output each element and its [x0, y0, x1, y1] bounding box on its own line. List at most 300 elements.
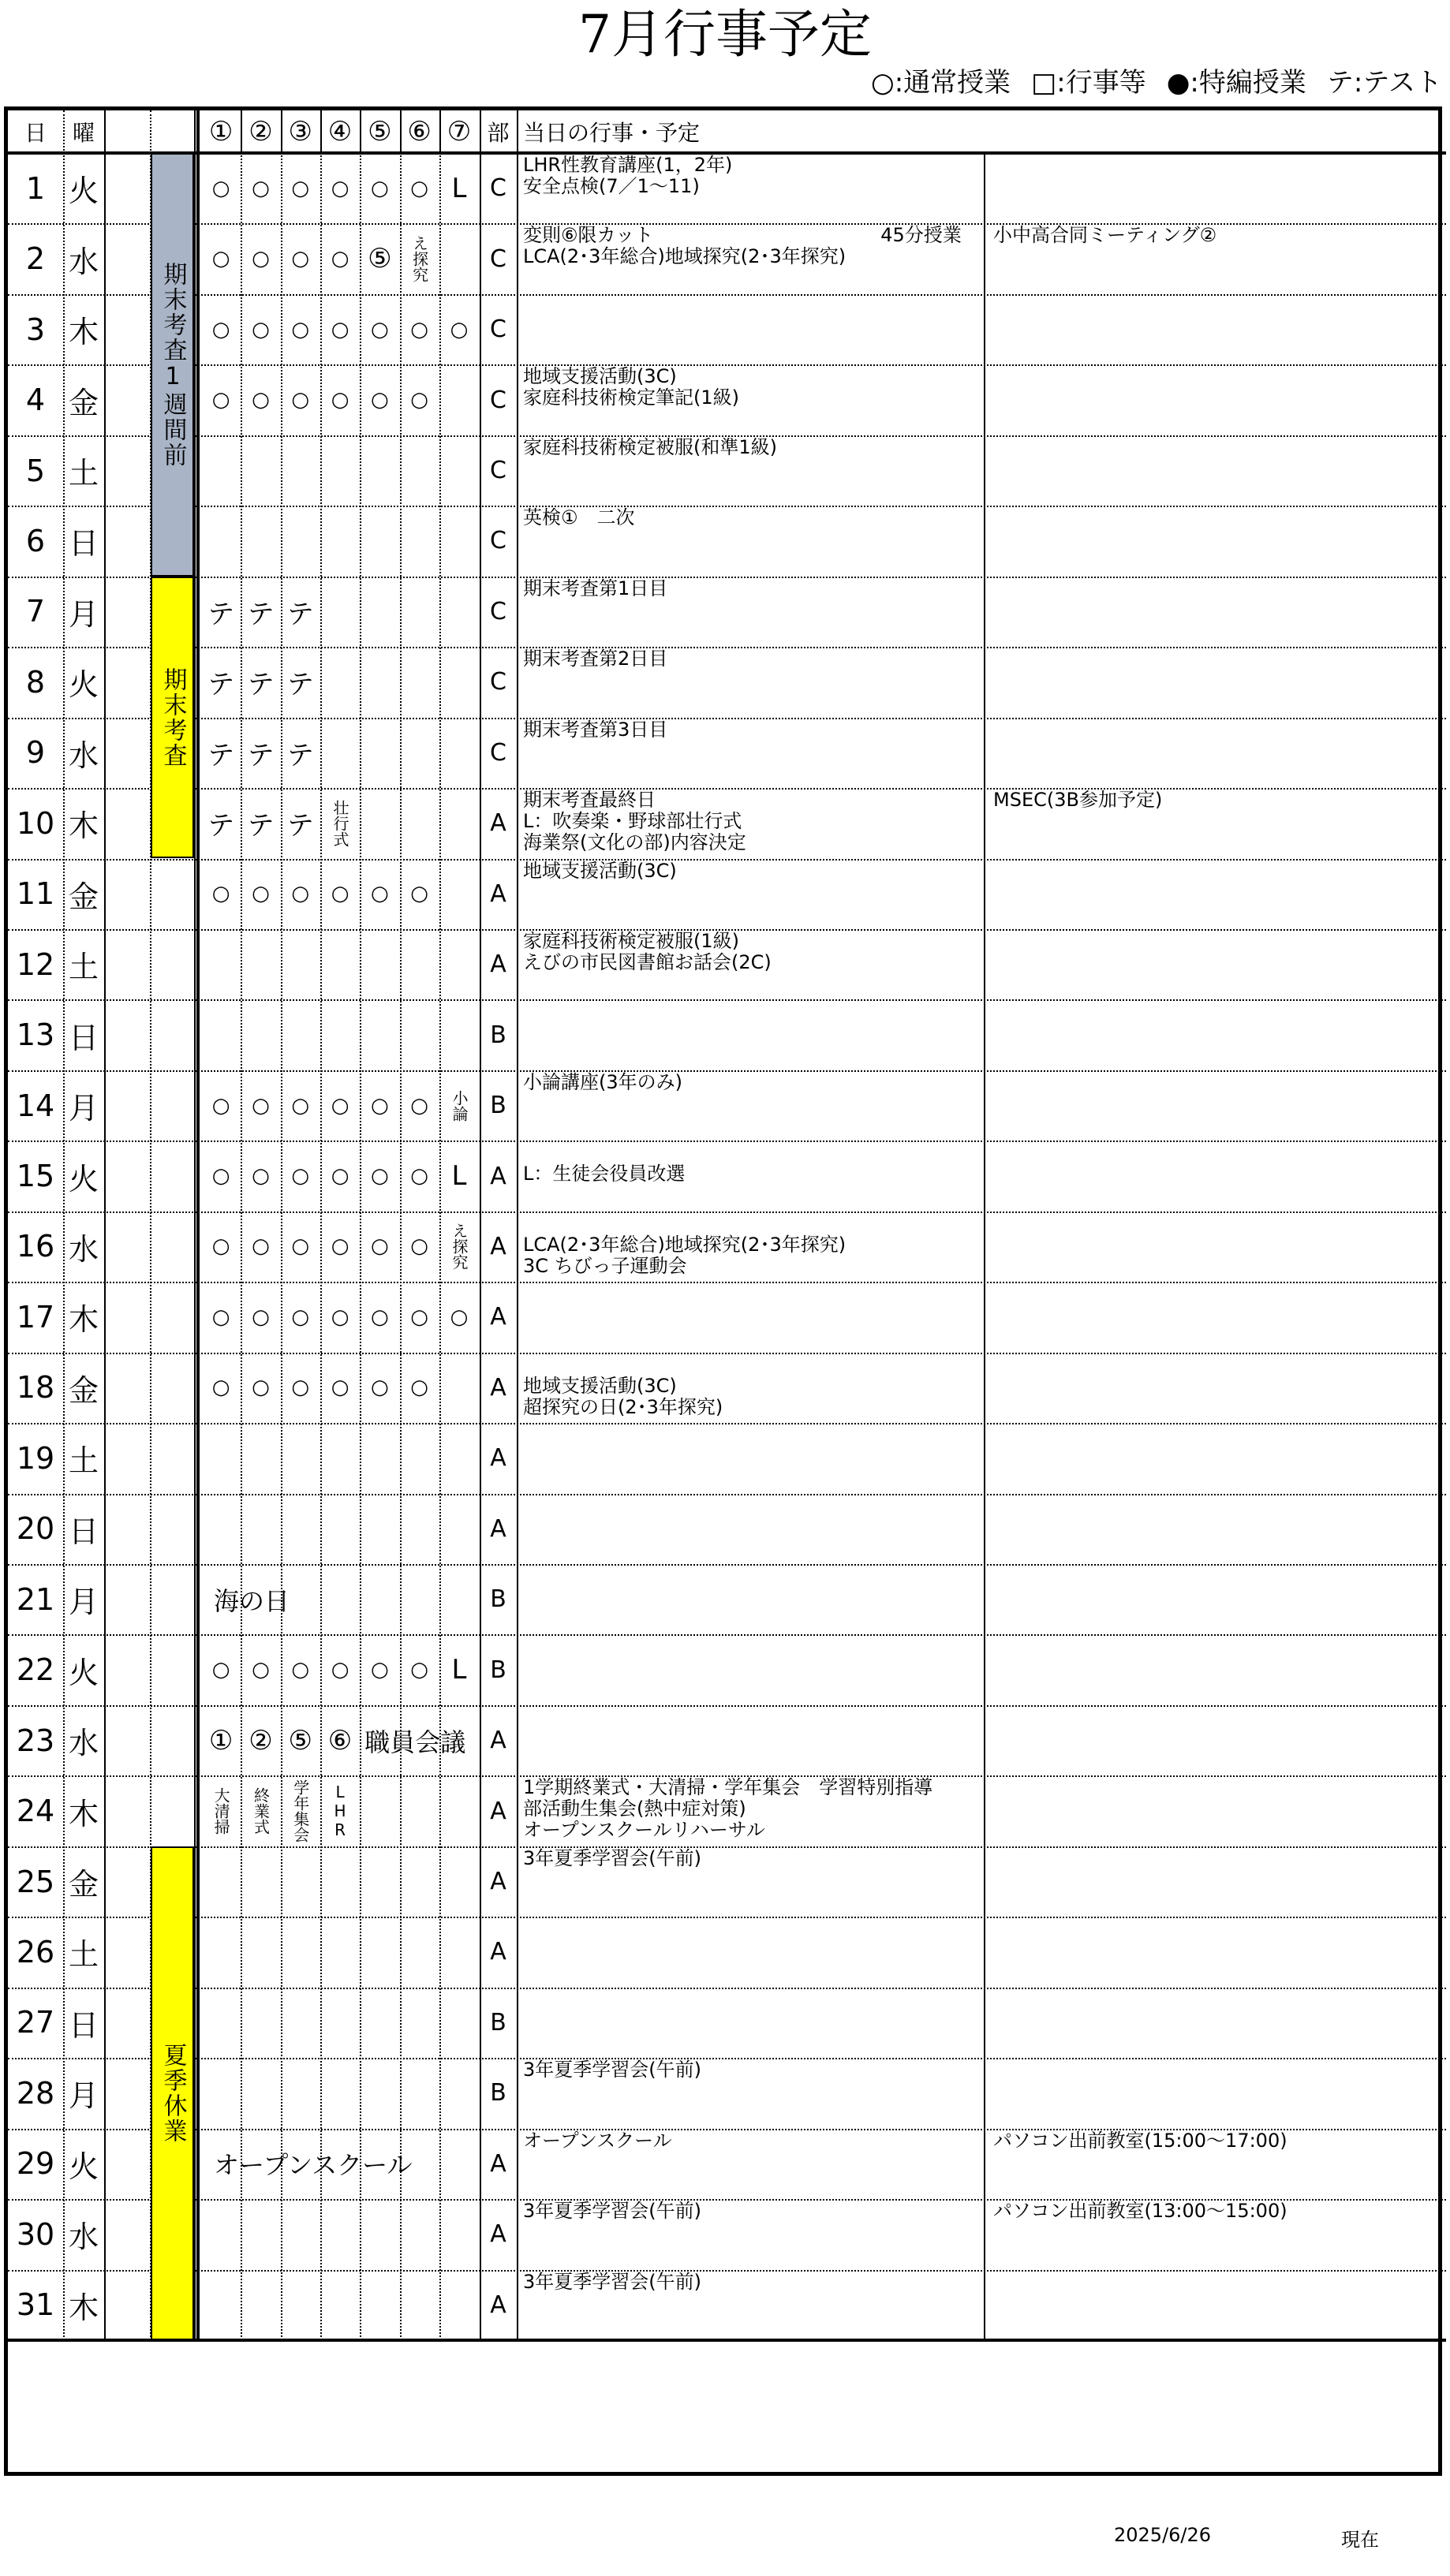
period-cell: ○: [291, 1658, 310, 1682]
row-bu: A: [490, 1303, 506, 1331]
row-day: 30: [16, 2216, 55, 2252]
header-period: ③: [288, 116, 312, 147]
row-day: 7: [25, 594, 46, 629]
row-weekday: 火: [68, 667, 99, 703]
row-rule: [8, 1211, 1446, 1213]
row-events: [523, 719, 667, 741]
row-weekday: 水: [68, 737, 99, 773]
event-line: L：吹奏楽・野球部壮行式: [523, 810, 742, 833]
row-day: 1: [25, 170, 46, 206]
row-rule: [8, 2129, 1446, 2130]
period-rule: [439, 153, 441, 2340]
period-rule: [241, 110, 242, 153]
row-events: [523, 2201, 701, 2222]
row-bu: A: [490, 1938, 506, 1966]
period-cell: ○: [252, 388, 270, 413]
row-day: 14: [16, 1088, 55, 1123]
header-bu: 部: [487, 120, 510, 146]
event-line: 3C ちびっ子運動会: [523, 1254, 687, 1277]
row-events: [523, 507, 635, 528]
row-notes: [993, 2201, 1287, 2222]
event-line: オープンスクールリハーサル: [523, 1819, 765, 1842]
row-rule: [8, 2058, 1446, 2059]
period-note: え探究: [409, 235, 429, 283]
period-rule: [360, 110, 361, 153]
row-bu: A: [490, 879, 506, 908]
event-line: 3年夏季学習会(午前): [523, 2270, 701, 2293]
row-bu: A: [490, 809, 506, 838]
period-cell: ○: [211, 882, 230, 906]
note-line: パソコン出前教室(13:00～15:00): [993, 2200, 1287, 2223]
row-rule: [8, 1705, 1446, 1707]
period-cell: テ: [207, 739, 235, 771]
event-line: 家庭科技術検定被服(1級): [523, 929, 739, 952]
row-rule: [8, 1423, 1446, 1424]
row-day: 24: [16, 1794, 55, 1829]
footer-label: 現在: [1341, 2529, 1379, 2551]
note-line: MSEC(3B参加予定): [993, 789, 1163, 812]
row-notes: [993, 225, 1216, 246]
row-bu: C: [490, 668, 506, 696]
table-bottom-rule: [8, 2339, 1446, 2342]
row-day: 12: [16, 946, 55, 982]
row-notes: [993, 2130, 1287, 2152]
period-rule: [241, 153, 242, 2340]
event-line: LCA(2･3年総合)地域探究(2･3年探究): [523, 245, 846, 268]
period-cell: ○: [331, 247, 349, 271]
period-cell: ○: [252, 1305, 270, 1329]
row-day: 31: [16, 2287, 55, 2323]
period-cell: ○: [291, 1305, 310, 1329]
row-weekday: 木: [68, 808, 99, 844]
header-period: ②: [249, 116, 273, 147]
schedule-table: [4, 106, 1442, 2476]
period-cell: ○: [331, 317, 349, 342]
period-rule: [320, 110, 322, 153]
period-cell: ○: [331, 1234, 349, 1259]
event-line: 家庭科技術検定被服(和準1級): [523, 435, 777, 458]
period-cell: ○: [370, 317, 389, 342]
period-cell: [320, 1775, 360, 1846]
row-rule: [8, 929, 1446, 931]
row-day: 6: [25, 523, 46, 558]
event-line: 期末考査第1日目: [523, 577, 668, 599]
row-bu: B: [490, 1092, 506, 1120]
row-bu: A: [490, 1797, 506, 1825]
period-cell: ○: [211, 388, 230, 413]
row-rule: [8, 1141, 1446, 1142]
row-day: 23: [16, 1723, 55, 1758]
period-cell: ○: [410, 1164, 428, 1189]
header-period: ⑦: [447, 116, 472, 147]
event-line: オープンスクール: [523, 2129, 672, 2152]
row-bu: A: [490, 2220, 506, 2249]
period-cell: ⑤: [368, 243, 392, 275]
period-cell: ○: [252, 176, 270, 200]
row-events: [523, 861, 677, 882]
term-bar: [151, 577, 194, 859]
row-day: 13: [16, 1017, 55, 1053]
period-cell: ○: [331, 1376, 349, 1400]
row-bu: A: [490, 1514, 506, 1543]
row-events: [523, 1142, 685, 1185]
legend-item: ○:通常授業: [871, 67, 1011, 99]
event-line: 安全点検(7／1～11): [523, 175, 700, 197]
row-weekday: 日: [68, 526, 99, 562]
period-cell: ○: [291, 1164, 310, 1189]
period-cell: テ: [207, 669, 235, 701]
footer-date: 2025/6/26: [1114, 2524, 1212, 2546]
header-day: 日: [24, 120, 47, 146]
span-event: 海の日: [203, 1566, 489, 1632]
row-bu: B: [490, 1656, 506, 1684]
event-line: 英検① 二次: [523, 506, 635, 529]
row-bu: A: [490, 1868, 506, 1896]
period-cell: ○: [331, 388, 349, 413]
event-line: 地域支援活動(3C): [523, 1374, 677, 1397]
row-weekday: 土: [68, 1937, 99, 1973]
period-rule: [439, 110, 441, 153]
period-cell: ○: [211, 247, 230, 271]
period-cell: ○: [370, 176, 389, 200]
event-line: 地域支援活動(3C): [523, 859, 677, 882]
period-cell: ○: [410, 882, 428, 906]
header-events: 当日の行事・予定: [523, 120, 701, 146]
col-rule: [984, 153, 985, 2340]
event-line: 3年夏季学習会(午前): [523, 2059, 701, 2081]
period-rule: [281, 110, 282, 153]
row-bu: C: [490, 245, 506, 273]
period-cell: ○: [370, 882, 389, 906]
row-bu: A: [490, 1373, 506, 1402]
row-bu: A: [490, 2290, 506, 2319]
header-period: ⑥: [407, 116, 432, 147]
row-bu: A: [490, 1444, 506, 1473]
period-cell: ○: [370, 388, 389, 413]
period-cell: ○: [211, 1305, 230, 1329]
period-cell: [439, 1070, 479, 1141]
period-cell: ○: [370, 1093, 389, 1118]
event-line: 期末考査第3日目: [523, 718, 668, 741]
period-cell: テ: [207, 810, 235, 842]
period-cell: ②: [249, 1724, 273, 1757]
period-cell: ○: [252, 1164, 270, 1189]
row-rule: [8, 364, 1446, 366]
row-rule: [8, 577, 1446, 578]
period-cell: ○: [291, 1234, 310, 1259]
row-day: 2: [25, 241, 46, 277]
term-label: 期末考査: [159, 666, 187, 768]
period-cell: ○: [410, 1658, 428, 1682]
row-rule: [8, 647, 1446, 648]
term-bar: [151, 153, 194, 577]
row-weekday: 火: [68, 174, 99, 209]
row-rule: [8, 223, 1446, 225]
row-notes: [993, 790, 1162, 811]
legend-item: □:行事等: [1031, 67, 1146, 99]
row-events: [523, 1848, 701, 1869]
period-cell: [201, 1775, 241, 1846]
period-cell: ○: [370, 1305, 389, 1329]
period-cell: ○: [291, 882, 310, 906]
row-day: 11: [16, 876, 55, 912]
row-day: 27: [16, 2005, 55, 2040]
period-note: 終業式: [251, 1787, 271, 1835]
event-line: L：生徒会役員改選: [523, 1163, 686, 1185]
period-rule: [281, 153, 282, 2340]
row-events: [523, 2130, 672, 2152]
term-bar: [151, 1846, 194, 2340]
period-cell: テ: [247, 669, 275, 701]
row-bu: A: [490, 1727, 506, 1755]
row-events: [523, 366, 739, 409]
row-day: 17: [16, 1299, 55, 1335]
period-note: 小論: [449, 1089, 469, 1122]
period-cell: [241, 1775, 280, 1846]
row-weekday: 金: [68, 1372, 99, 1408]
period-cell: ○: [370, 1376, 389, 1400]
row-bu: A: [490, 950, 506, 979]
row-day: 28: [16, 2075, 55, 2111]
row-weekday: 水: [68, 1726, 99, 1761]
period-cell: ○: [331, 1305, 349, 1329]
period-cell: ○: [370, 1658, 389, 1682]
row-weekday: 水: [68, 244, 99, 279]
row-weekday: 日: [68, 1514, 99, 1549]
row-bu: C: [490, 527, 506, 555]
row-rule: [8, 1353, 1446, 1354]
row-rule: [8, 506, 1446, 507]
event-line: 部活動生集会(熱中症対策): [523, 1798, 746, 1820]
period-cell: ○: [291, 247, 310, 271]
col-rule: [196, 110, 199, 2340]
row-bu: B: [490, 2008, 506, 2037]
period-cell: ○: [450, 1305, 469, 1329]
period-cell: テ: [286, 810, 314, 842]
period-cell: ○: [410, 176, 428, 200]
row-day: 4: [25, 383, 46, 418]
row-bu: C: [490, 386, 506, 414]
period-cell: ○: [211, 1234, 230, 1259]
period-cell: [281, 1775, 320, 1846]
span-event: オープンスクール: [203, 2131, 489, 2197]
row-day: 22: [16, 1652, 55, 1688]
row-events: [523, 2272, 701, 2293]
row-rule: [8, 999, 1446, 1001]
period-cell: テ: [247, 810, 275, 842]
period-rule: [400, 153, 402, 2340]
row-rule: [8, 788, 1446, 790]
row-bu: B: [490, 1021, 506, 1049]
row-weekday: 木: [68, 1302, 99, 1338]
row-weekday: 木: [68, 1796, 99, 1831]
row-day: 18: [16, 1370, 55, 1406]
row-rule: [8, 1634, 1446, 1636]
period-cell: ○: [291, 176, 310, 200]
period-note: 大清掃: [211, 1787, 231, 1835]
period-cell: ○: [211, 317, 230, 342]
event-line: 変則⑥限カット 45分授業: [523, 224, 962, 247]
row-events: [523, 437, 777, 458]
row-bu: C: [490, 315, 506, 344]
row-day: 20: [16, 1511, 55, 1547]
period-cell: L: [451, 1160, 467, 1193]
period-cell: ○: [291, 1376, 310, 1400]
row-day: 25: [16, 1864, 55, 1899]
row-weekday: 日: [68, 2007, 99, 2043]
period-cell: テ: [286, 598, 314, 630]
event-line: [523, 1354, 723, 1376]
note-line: 小中高合同ミーティング②: [993, 224, 1217, 247]
row-events: [523, 225, 962, 267]
row-weekday: 土: [68, 950, 99, 985]
period-cell: ○: [410, 317, 428, 342]
row-rule: [8, 1917, 1446, 1918]
period-cell: ○: [211, 176, 230, 200]
row-rule: [8, 859, 1446, 861]
row-events: [523, 1072, 682, 1093]
period-cell: ○: [331, 176, 349, 200]
period-cell: [320, 788, 360, 858]
period-cell: L: [451, 1654, 467, 1686]
period-cell: テ: [247, 739, 275, 771]
event-line: 3年夏季学習会(午前): [523, 1846, 701, 1869]
row-day: 21: [16, 1581, 55, 1617]
event-line: 1学期終業式・大清掃・学年集会 学習特別指導: [523, 1776, 933, 1799]
period-cell: ○: [291, 317, 310, 342]
period-cell: テ: [286, 739, 314, 771]
period-cell: ○: [410, 1376, 428, 1400]
event-line: 地域支援活動(3C): [523, 365, 677, 388]
event-line: えびの市民図書館お話会(2C): [523, 950, 772, 973]
period-note: 学年集会: [290, 1779, 310, 1843]
period-cell: ○: [331, 1658, 349, 1682]
period-cell: ○: [331, 1164, 349, 1189]
period-cell: テ: [286, 669, 314, 701]
period-rule: [400, 110, 402, 153]
row-rule: [8, 1846, 1446, 1848]
row-rule: [8, 1775, 1446, 1777]
row-bu: C: [490, 457, 506, 485]
period-cell: L: [451, 172, 467, 204]
row-bu: A: [490, 1232, 506, 1260]
row-weekday: 水: [68, 2219, 99, 2255]
row-rule: [8, 1070, 1446, 1072]
row-weekday: 金: [68, 879, 99, 914]
row-events: [523, 578, 667, 599]
period-cell: [439, 1211, 479, 1282]
row-weekday: 木: [68, 315, 99, 350]
row-weekday: 火: [68, 2149, 99, 2184]
header-period: ④: [327, 116, 353, 147]
row-rule: [8, 718, 1446, 719]
header-period: ⑤: [368, 116, 392, 147]
row-bu: B: [490, 1585, 506, 1614]
row-rule: [8, 1988, 1446, 1989]
period-cell: テ: [207, 598, 235, 630]
period-cell: ○: [291, 1093, 310, 1118]
period-note: え探究: [449, 1223, 469, 1271]
row-weekday: 月: [68, 1091, 99, 1126]
row-day: 3: [25, 312, 46, 347]
note-line: パソコン出前教室(15:00～17:00): [993, 2129, 1287, 2152]
event-line: [523, 1142, 685, 1163]
row-bu: C: [490, 597, 506, 625]
row-weekday: 月: [68, 596, 99, 632]
period-cell: [400, 223, 439, 293]
period-cell: ○: [211, 1376, 230, 1400]
period-note: LHR: [331, 1783, 350, 1840]
period-note: 壮行式: [331, 799, 350, 847]
period-cell: ○: [410, 1093, 428, 1118]
row-rule: [8, 1494, 1446, 1495]
row-rule: [8, 2270, 1446, 2272]
row-bu: C: [490, 174, 506, 203]
period-cell: ①: [208, 1724, 234, 1757]
row-weekday: 木: [68, 2290, 99, 2325]
event-line: LHR性教育講座(1，2年): [523, 154, 733, 176]
col-rule: [63, 110, 65, 2340]
row-bu: B: [490, 2079, 506, 2107]
row-events: [523, 155, 732, 197]
span-event: 職員会議: [361, 1708, 481, 1773]
row-bu: A: [490, 1162, 506, 1190]
period-cell: ○: [211, 1658, 230, 1682]
event-line: [523, 1213, 846, 1234]
event-line: 期末考査第2日目: [523, 648, 668, 670]
col-rule: [194, 110, 196, 2340]
period-rule: [320, 153, 322, 2340]
row-rule: [8, 1564, 1446, 1566]
period-cell: ○: [252, 317, 270, 342]
row-bu: A: [490, 2149, 506, 2178]
term-label: 期末考査1週間前: [159, 261, 187, 468]
period-cell: ○: [410, 388, 428, 413]
row-weekday: 金: [68, 385, 99, 420]
row-events: [523, 1213, 846, 1277]
row-events: [523, 1777, 932, 1841]
row-weekday: 水: [68, 1231, 99, 1267]
period-cell: ○: [331, 1093, 349, 1118]
legend-item: テ:テスト: [1326, 67, 1442, 99]
row-weekday: 火: [68, 1655, 99, 1690]
row-weekday: 土: [68, 1443, 99, 1479]
row-day: 16: [16, 1229, 55, 1264]
row-weekday: 月: [68, 2078, 99, 2114]
row-day: 9: [25, 735, 46, 771]
event-line: LCA(2･3年総合)地域探究(2･3年探究): [523, 1233, 846, 1256]
period-cell: ○: [450, 317, 469, 342]
col-rule: [104, 110, 106, 2340]
row-day: 8: [25, 664, 46, 700]
row-day: 10: [16, 805, 55, 841]
period-cell: ○: [252, 1093, 270, 1118]
row-bu: C: [490, 738, 506, 767]
period-cell: ○: [410, 1234, 428, 1259]
period-cell: ○: [252, 1658, 270, 1682]
row-events: [523, 1354, 723, 1418]
row-events: [523, 790, 746, 853]
period-rule: [360, 153, 361, 2340]
period-cell: ○: [370, 1164, 389, 1189]
period-cell: ○: [410, 1305, 428, 1329]
event-line: 期末考査最終日: [523, 789, 656, 812]
header-period: ①: [208, 116, 234, 147]
header-weekday: 曜: [72, 120, 95, 146]
period-cell: ○: [252, 247, 270, 271]
event-line: 超探究の日(2･3年探究): [523, 1395, 723, 1418]
term-label: 夏季休業: [159, 2042, 187, 2144]
